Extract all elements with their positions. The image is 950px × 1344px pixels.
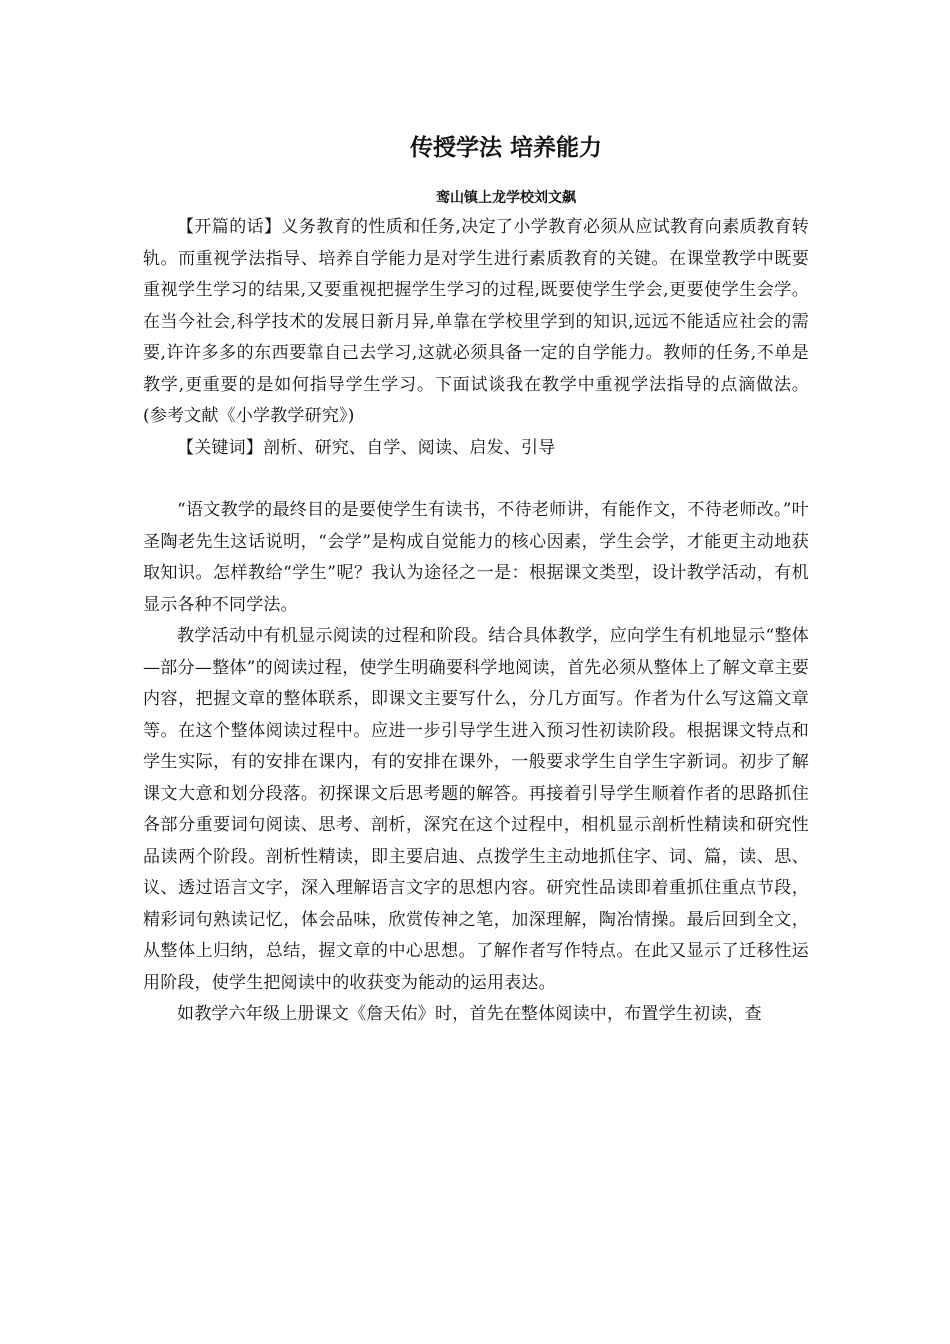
paragraph-keywords: 【关键词】剖析、研究、自学、阅读、启发、引导 <box>177 437 556 458</box>
paragraph-body-1: “语文教学的最终目的是要使学生有读书，不待老师讲，有能作文，不待老师改。”叶圣陶老先生这话说明，“会学”是构成自觉能力的核心因素，学生会学，才能更主动地获取知识。怎样教给“学生”呢？我认为途径之一是：根据课文类型，设计教学活动，有机显示各种不同学法。 <box>143 500 809 615</box>
document-author: 鸾山镇上龙学校刘文飙 <box>436 190 576 206</box>
document-title: 传授学法 培养能力 <box>409 135 602 161</box>
paragraph-spacer <box>143 464 809 495</box>
paragraph-body-2: 教学活动中有机显示阅读的过程和阶段。结合具体教学，应向学生有机地显示“整体—部分—整体”的阅读过程，使学生明确要科学地阅读，首先必须从整体上了解文章主要内容，把握文章的整体联系，即课文主要写什么，分几方面写。作者为什么写这篇文章等。在这个整体阅读过程中。应进一步引导学生进入预习性初读阶段。根据课文特点和学生实际，有的安排在课内，有的安排在课外，一般要求学生自学生字新词。初步了解课文大意和划分段落。初探课文后思考题的解答。再接着引导学生顺着作者的思路抓住各部分重要词句阅读、思考、剖析，深究在这个过程中，相机显示剖析性精读和研究性品读两个阶段。剖析性精读，即主要启迪、点拨学生主动地抓住字、词、篇，读、思、议、透过语言文字，深入理解语言文字的思想内容。研究性品读即着重抓住重点节段，精彩词句熟读记忆，体会品味，欣赏传神之笔，加深理解，陶冶情操。最后回到全文，从整体上归纳，总结，握文章的中心思想。了解作者写作特点。在此又显示了迁移性运用阶段，使学生把阅读中的收获变为能动的运用表达。 <box>143 626 809 993</box>
paragraph-body-3: 如教学六年级上册课文《詹天佑》时，首先在整体阅读中，布置学生初读，查 <box>177 1004 762 1024</box>
paragraph-opening: 【开篇的话】义务教育的性质和任务,决定了小学教育必须从应试教育向素质教育转轨。而重视学法指导、培养自学能力是对学生进行素质教育的关键。在课堂教学中既要重视学生学习的结果,又要重视把握学生学习的过程,既要使学生学会,更要使学生会学。在当今社会,科学技术的发展日新月异,单靠在学校里学到的知识,远远不能适应社会的需要,许许多多的东西要靠自己去学习,这就必须具备一定的自学能力。教师的任务,不单是教学,更重要的是如何指导学生学习。下面试谈我在教学中重视学法指导的点滴做法。(参考文献《小学教学研究》) <box>143 217 809 426</box>
document-page <box>143 128 809 1031</box>
